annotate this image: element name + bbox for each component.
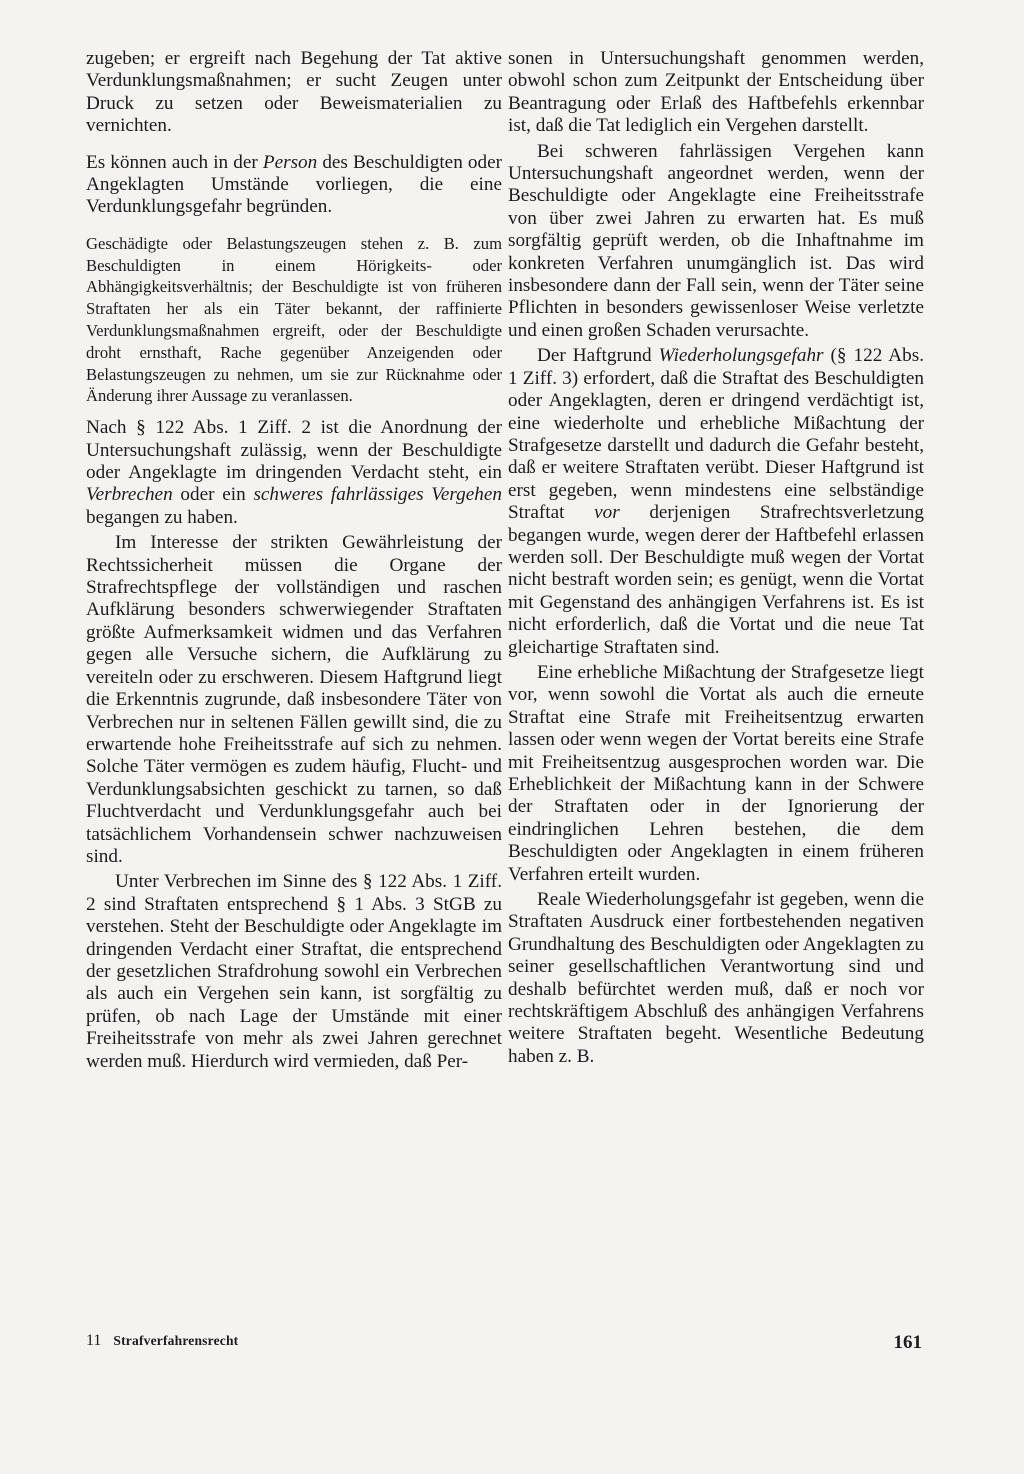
page-number: 161 xyxy=(893,1332,922,1353)
paragraph: Reale Wiederholungsgefahr ist gegeben, wenn die Straftaten Ausdruck einer fortbestehenden negativen Grundhaltung des Beschuldigten oder Angeklagten zu seiner gesellschaftlichen Verantwortung sind und deshalb befürchtet werden muß, daß er noch vor rechtskräftigem Abschluß des anhängigen Verfahrens weitere Straftaten begeht. Wesentliche Bedeutung haben z. B. xyxy=(508,889,924,1067)
paragraph: Im Interesse der strikten Gewährleistung der Rechtssicherheit müssen die Organe der Strafrechtspflege der vollständigen und raschen Aufklärung besonders schwerwiegender Straftaten größte Aufmerksamkeit widmen und das Verfahren gegen alle Versuche sichern, die Aufklärung zu vereiteln oder zu erschweren. Diesem Haftgrund liegt die Erkenntnis zugrunde, daß insbesondere Täter von Verbrechen nur in seltenen Fällen gewillt sind, die zu erwartende hohe Freiheitsstrafe auf sich zu nehmen. Solche Täter vermögen es zudem häufig, Flucht- und Verdunklungsabsichten geschickt zu tarnen, so daß Fluchtverdacht und Verdunklungsgefahr auch bei tatsächlichem Vorhandensein schwer nachzuweisen sind. xyxy=(86,532,502,867)
right-column xyxy=(508,48,924,1068)
emphasis: vor xyxy=(594,502,620,524)
paragraph: Nach § 122 Abs. 1 Ziff. 2 ist die Anordnung der Untersuchungshaft zulässig, wenn der Beschuldigte oder Angeklagte im dringenden Verdacht steht, ein Verbrechen oder ein schweres fahrlässiges Vergehen begangen zu haben. xyxy=(86,417,502,528)
paragraph: Bei schweren fahrlässigen Vergehen kann Untersuchungshaft angeordnet werden, wenn der Beschuldigte oder Angeklagte eine Freiheitsstrafe von über zwei Jahren zu erwarten hat. Es muß sorgfältig geprüft werden, ob die Inhaftnahme im konkreten Verfahren unumgänglich ist. Das wird insbesondere dann der Fall sein, wenn der Täter seine Pflichten in besonders gewissenloser Weise verletzte und einen großen Schaden verursachte. xyxy=(508,140,924,341)
left-column xyxy=(86,48,502,1073)
paragraph: Es können auch in der Person des Beschuldigten oder Angeklagten Umstände vorliegen, die eine Verdunklungsgefahr begründen. xyxy=(86,151,502,218)
emphasis: schweres fahrlässiges Vergehen xyxy=(253,484,502,506)
paragraph: Eine erhebliche Mißachtung der Strafgesetze liegt vor, wenn sowohl die Vortat als auch die erneute Straftat eine Strafe mit Freiheitsentzug erwarten lassen oder wenn wegen der Vortat bereits eine Strafe mit Freiheitsentzug ausgesprochen worden war. Die Erheblichkeit der Mißachtung kann in der Schwere der Straftaten oder in der Ignorierung der eindringlichen Lehren bestehen, die dem Beschuldigten oder Angeklagten in einem früheren Verfahren erteilt wurden. xyxy=(508,661,924,885)
emphasis: Person xyxy=(262,151,318,173)
paragraph: Der Haftgrund Wiederholungsgefahr (§ 122 Abs. 1 Ziff. 3) erfordert, daß die Straftat des Beschuldigten oder Angeklagten, deren er dringend verdächtigt ist, eine wiederholte und erhebliche Mißachtung der Strafgesetze darstellt und dadurch die Gefahr besteht, daß er weitere Straftaten verübt. Dieser Haftgrund ist erst gegeben, wenn mindestens eine selbständige Straftat vor derjenigen Strafrechtsverletzung begangen wurde, wegen derer der Haftbefehl erlassen werden soll. Der Beschuldigte muß wegen der Vortat nicht bestraft worden sein; es genügt, wenn die Vortat mit Gegenstand des anhängigen Verfahrens ist. Es ist nicht erforderlich, daß die Vortat und die neue Tat gleichartige Straftaten sind. xyxy=(508,345,924,658)
signature-number: 11 xyxy=(86,1332,102,1349)
emphasis: Wiederholungsgefahr xyxy=(658,345,824,367)
signature-mark xyxy=(86,1332,238,1350)
example-note: Geschädigte oder Belastungszeugen stehen z. B. zum Beschuldigten in einem Hörigkeits- oder Abhängigkeitsverhältnis; der Beschuldigte ist von früheren Straftaten her als ein Täter bekannt, der raffinierte Verdunklungsmaßnahmen ergreift, oder der Beschuldigte droht ernsthaft, Rache gegenüber Anzeigenden oder Belastungszeugen zu nehmen, um sie zur Rücknahme oder Änderung ihrer Aussage zu veranlassen. xyxy=(86,233,502,406)
paragraph: Unter Verbrechen im Sinne des § 122 Abs. 1 Ziff. 2 sind Straftaten entsprechend § 1 Abs. 3 StGB zu verstehen. Steht der Beschuldigte oder Angeklagte im dringenden Verdacht einer Straftat, die entsprechend der gesetzlichen Strafdrohung sowohl ein Verbrechen als auch ein Vergehen sein kann, ist sorgfältig zu prüfen, ob nach Lage der Umstände mit einer Freiheitsstrafe von mehr als zwei Jahren gerechnet werden muß. Hierdurch wird vermieden, daß Per- xyxy=(86,871,502,1072)
emphasis: Verbrechen xyxy=(86,484,173,506)
paragraph: zugeben; er ergreift nach Begehung der Tat aktive Verdunklungsmaßnahmen; er sucht Zeugen unter Druck zu setzen oder Beweismaterialien zu vernichten. xyxy=(86,48,502,137)
paragraph: sonen in Untersuchungshaft genommen werden, obwohl schon zum Zeitpunkt der Entscheidung über Beantragung oder Erlaß des Haftbefehls erkennbar ist, daß die Tat lediglich ein Vergehen darstellt. xyxy=(508,48,924,137)
signature-title: Strafverfahrensrecht xyxy=(113,1333,239,1348)
